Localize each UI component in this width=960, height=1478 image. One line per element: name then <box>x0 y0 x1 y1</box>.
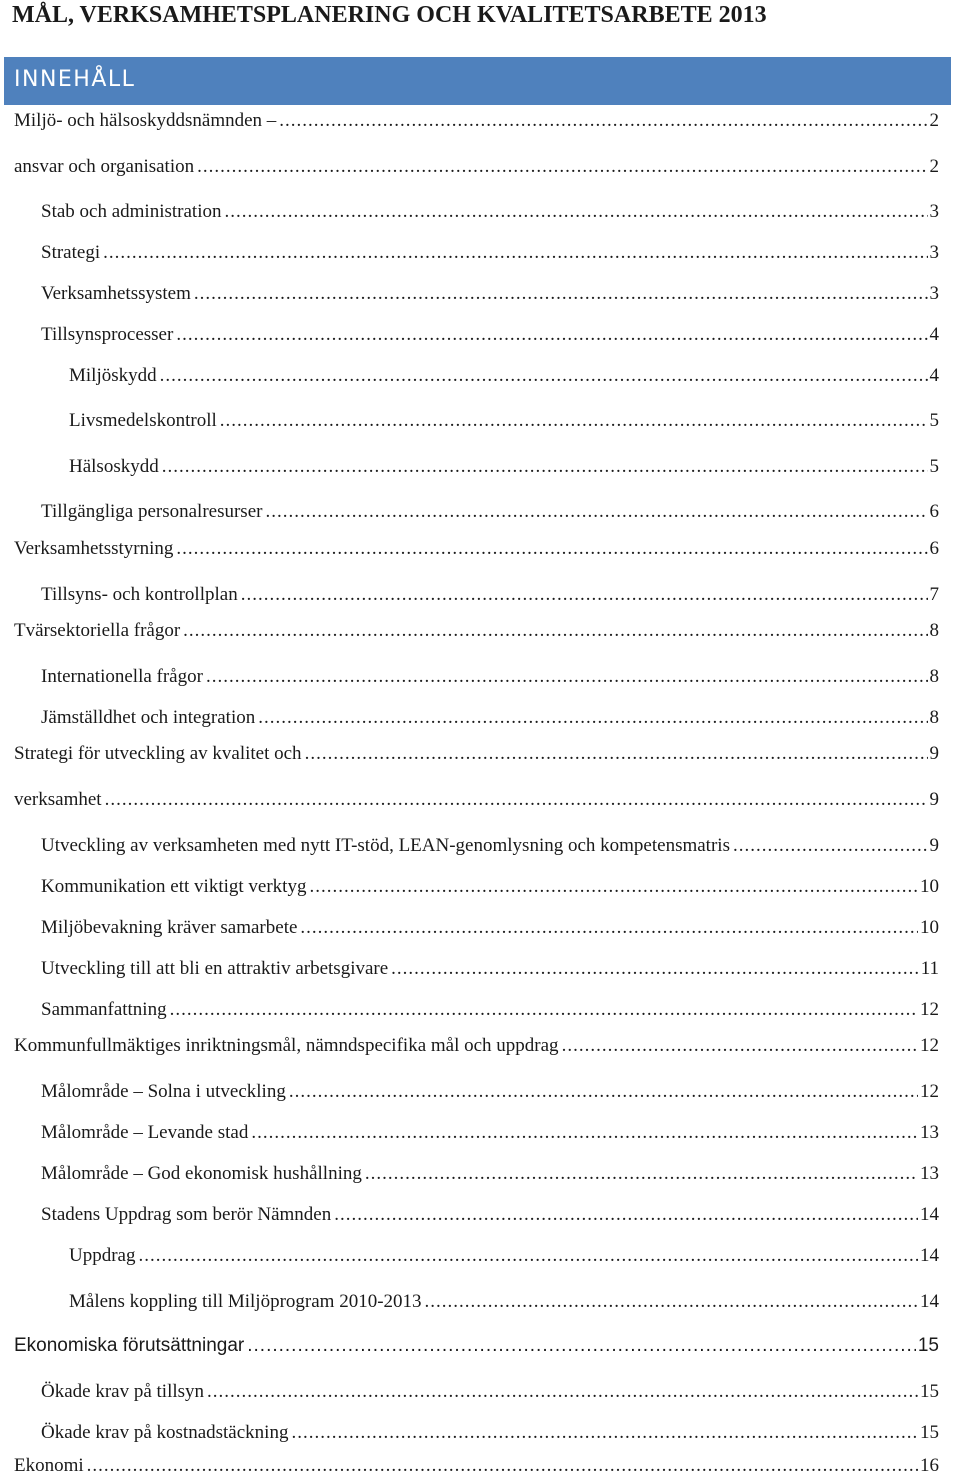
toc-entry-label: Sammanfattning <box>41 999 167 1020</box>
toc-dot-leader <box>162 455 928 479</box>
toc-entry[interactable] <box>41 1380 939 1404</box>
toc-entry-label: Kommunikation ett viktigt verktyg <box>41 876 307 897</box>
toc-entry[interactable] <box>69 1244 939 1268</box>
toc-entry-page: 6 <box>929 501 939 522</box>
toc-entry-page: 9 <box>929 743 939 764</box>
toc-entry-page: 4 <box>929 324 939 345</box>
toc-entry-page: 7 <box>929 584 939 605</box>
toc-entry-label: Strategi <box>41 242 101 263</box>
toc-entry[interactable] <box>14 742 939 766</box>
toc-entry-label: Strategi för utveckling av kvalitet och <box>14 743 302 764</box>
toc-dot-leader <box>103 241 927 265</box>
toc-entry-page: 11 <box>920 958 939 979</box>
toc-entry-label: Ökade krav på kostnadstäckning <box>41 1422 289 1443</box>
toc-dot-leader <box>105 788 928 812</box>
toc-dot-leader <box>241 583 928 607</box>
toc-entry[interactable] <box>14 1334 939 1358</box>
toc-entry[interactable] <box>41 241 939 265</box>
toc-entry-label: Tillgängliga personalresurser <box>41 501 263 522</box>
toc-entry-label: Miljöskydd <box>69 365 157 386</box>
toc-entry[interactable] <box>41 323 939 347</box>
toc-entry-label: Tillsynsprocesser <box>41 324 174 345</box>
toc-entry-page: 14 <box>920 1204 939 1225</box>
toc-entry-label: Ekonomiska förutsättningar <box>14 1335 245 1356</box>
toc-dot-leader <box>176 323 927 347</box>
toc-entry[interactable] <box>14 1034 939 1058</box>
toc-entry[interactable] <box>69 364 939 388</box>
toc-dot-leader <box>224 200 927 224</box>
toc-entry-label: Utveckling av verksamheten med nytt IT-stöd, LEAN-genomlysning och kompetensmatris <box>41 835 730 856</box>
toc-entry-label: Ekonomi <box>14 1455 84 1476</box>
toc-dot-leader <box>391 957 919 981</box>
toc-entry-page: 10 <box>920 876 939 897</box>
toc-entry-page: 6 <box>929 538 939 559</box>
toc-entry-label: Utveckling till att bli en attraktiv arbetsgivare <box>41 958 389 979</box>
toc-entry-label: Internationella frågor <box>41 666 203 687</box>
toc-dot-leader <box>425 1290 918 1314</box>
toc-entry[interactable] <box>14 155 939 179</box>
toc-entry-page: 5 <box>929 456 939 477</box>
toc-entry[interactable] <box>41 1162 939 1186</box>
toc-entry[interactable] <box>41 957 939 981</box>
toc-dot-leader <box>87 1454 918 1478</box>
toc-entry[interactable] <box>41 583 939 607</box>
toc-entry-label: Målens koppling till Miljöprogram 2010-2013 <box>69 1291 422 1312</box>
toc-entry-label: Målområde – God ekonomisk hushållning <box>41 1163 362 1184</box>
toc-entry[interactable] <box>41 834 939 858</box>
toc-entry[interactable] <box>41 665 939 689</box>
toc-entry[interactable] <box>69 409 939 433</box>
toc-dot-leader <box>247 1334 916 1358</box>
toc-entry[interactable] <box>41 200 939 224</box>
toc-entry-page: 10 <box>920 917 939 938</box>
toc-dot-leader <box>733 834 928 858</box>
toc-entry[interactable] <box>41 1080 939 1104</box>
toc-entry-page: 12 <box>920 1081 939 1102</box>
toc-entry-page: 8 <box>929 707 939 728</box>
toc-dot-leader <box>365 1162 918 1186</box>
toc-entry[interactable] <box>41 1421 939 1445</box>
toc-entry-page: 3 <box>929 201 939 222</box>
toc-entry-label: Tvärsektoriella frågor <box>14 620 181 641</box>
toc-dot-leader <box>197 155 927 179</box>
toc-dot-leader <box>291 1421 918 1445</box>
toc-entry-label: Uppdrag <box>69 1245 136 1266</box>
toc-entry[interactable] <box>41 998 939 1022</box>
toc-entry-label: Stab och administration <box>41 201 222 222</box>
toc-dot-leader <box>176 537 927 561</box>
toc-entry-label: Verksamhetssystem <box>41 283 191 304</box>
toc-dot-leader <box>207 1380 918 1404</box>
toc-entry-label: Jämställdhet och integration <box>41 707 256 728</box>
toc-entry-page: 15 <box>920 1381 939 1402</box>
toc-entry-page: 14 <box>920 1245 939 1266</box>
toc-entry-label: Tillsyns- och kontrollplan <box>41 584 238 605</box>
toc-entry-label: Stadens Uppdrag som berör Nämnden <box>41 1204 332 1225</box>
toc-entry-label: Hälsoskydd <box>69 456 159 477</box>
toc-dot-leader <box>265 500 927 524</box>
toc-entry[interactable] <box>14 537 939 561</box>
toc-entry[interactable] <box>14 1454 939 1478</box>
toc-entry-page: 15 <box>920 1422 939 1443</box>
toc-entry-page: 15 <box>917 1335 939 1356</box>
toc-dot-leader <box>258 706 927 730</box>
toc-dot-leader <box>305 742 928 766</box>
toc-entry-page: 12 <box>920 999 939 1020</box>
toc-header-banner <box>4 57 951 105</box>
toc-entry-label: Målområde – Solna i utveckling <box>41 1081 286 1102</box>
toc-entry-page: 5 <box>929 410 939 431</box>
toc-dot-leader <box>170 998 918 1022</box>
toc-entry[interactable] <box>69 455 939 479</box>
toc-dot-leader <box>279 109 927 133</box>
document-title: MÅL, VERKSAMHETSPLANERING OCH KVALITETSARBETE 2013 <box>12 2 767 28</box>
toc-dot-leader <box>334 1203 918 1227</box>
toc-entry-page: 8 <box>929 620 939 641</box>
toc-entry[interactable] <box>14 619 939 643</box>
toc-entry-page: 9 <box>929 835 939 856</box>
toc-dot-leader <box>562 1034 918 1058</box>
toc-entry[interactable] <box>41 500 939 524</box>
toc-dot-leader <box>160 364 928 388</box>
toc-entry-label: Verksamhetsstyrning <box>14 538 174 559</box>
toc-entry-page: 3 <box>929 283 939 304</box>
toc-dot-leader <box>289 1080 918 1104</box>
toc-entry[interactable] <box>41 706 939 730</box>
toc-dot-leader <box>194 282 928 306</box>
toc-entry[interactable] <box>41 875 939 899</box>
toc-entry-label: Miljöbevakning kräver samarbete <box>41 917 298 938</box>
toc-entry-page: 12 <box>920 1035 939 1056</box>
toc-dot-leader <box>206 665 928 689</box>
toc-dot-leader <box>309 875 918 899</box>
toc-entry-page: 13 <box>920 1122 939 1143</box>
toc-entry-page: 16 <box>920 1455 939 1476</box>
toc-entry[interactable] <box>41 282 939 306</box>
toc-entry[interactable] <box>14 109 939 133</box>
toc-entry-page: 4 <box>929 365 939 386</box>
toc-entry-page: 13 <box>920 1163 939 1184</box>
toc-entry-label: Miljö- och hälsoskyddsnämnden – <box>14 110 277 131</box>
toc-entry-label: Kommunfullmäktiges inriktningsmål, nämndspecifika mål och uppdrag <box>14 1035 559 1056</box>
toc-entry-page: 8 <box>929 666 939 687</box>
toc-entry-page: 2 <box>929 156 939 177</box>
toc-entry-page: 3 <box>929 242 939 263</box>
toc-entry-page: 9 <box>929 789 939 810</box>
toc-entry-label: Ökade krav på tillsyn <box>41 1381 205 1402</box>
toc-dot-leader <box>138 1244 918 1268</box>
toc-entry[interactable] <box>41 916 939 940</box>
toc-entry-page: 14 <box>920 1291 939 1312</box>
toc-entry[interactable] <box>41 1121 939 1145</box>
toc-heading: INNEHÅLL <box>14 67 136 92</box>
toc-entry-label: verksamhet <box>14 789 102 810</box>
toc-entry[interactable] <box>69 1290 939 1314</box>
toc-entry[interactable] <box>41 1203 939 1227</box>
toc-dot-leader <box>251 1121 918 1145</box>
toc-entry-label: ansvar och organisation <box>14 156 195 177</box>
toc-entry-label: Livsmedelskontroll <box>69 410 217 431</box>
toc-dot-leader <box>183 619 927 643</box>
toc-dot-leader <box>220 409 928 433</box>
toc-entry[interactable] <box>14 788 939 812</box>
toc-entry-label: Målområde – Levande stad <box>41 1122 249 1143</box>
toc-dot-leader <box>300 916 918 940</box>
toc-entry-page: 2 <box>929 110 939 131</box>
